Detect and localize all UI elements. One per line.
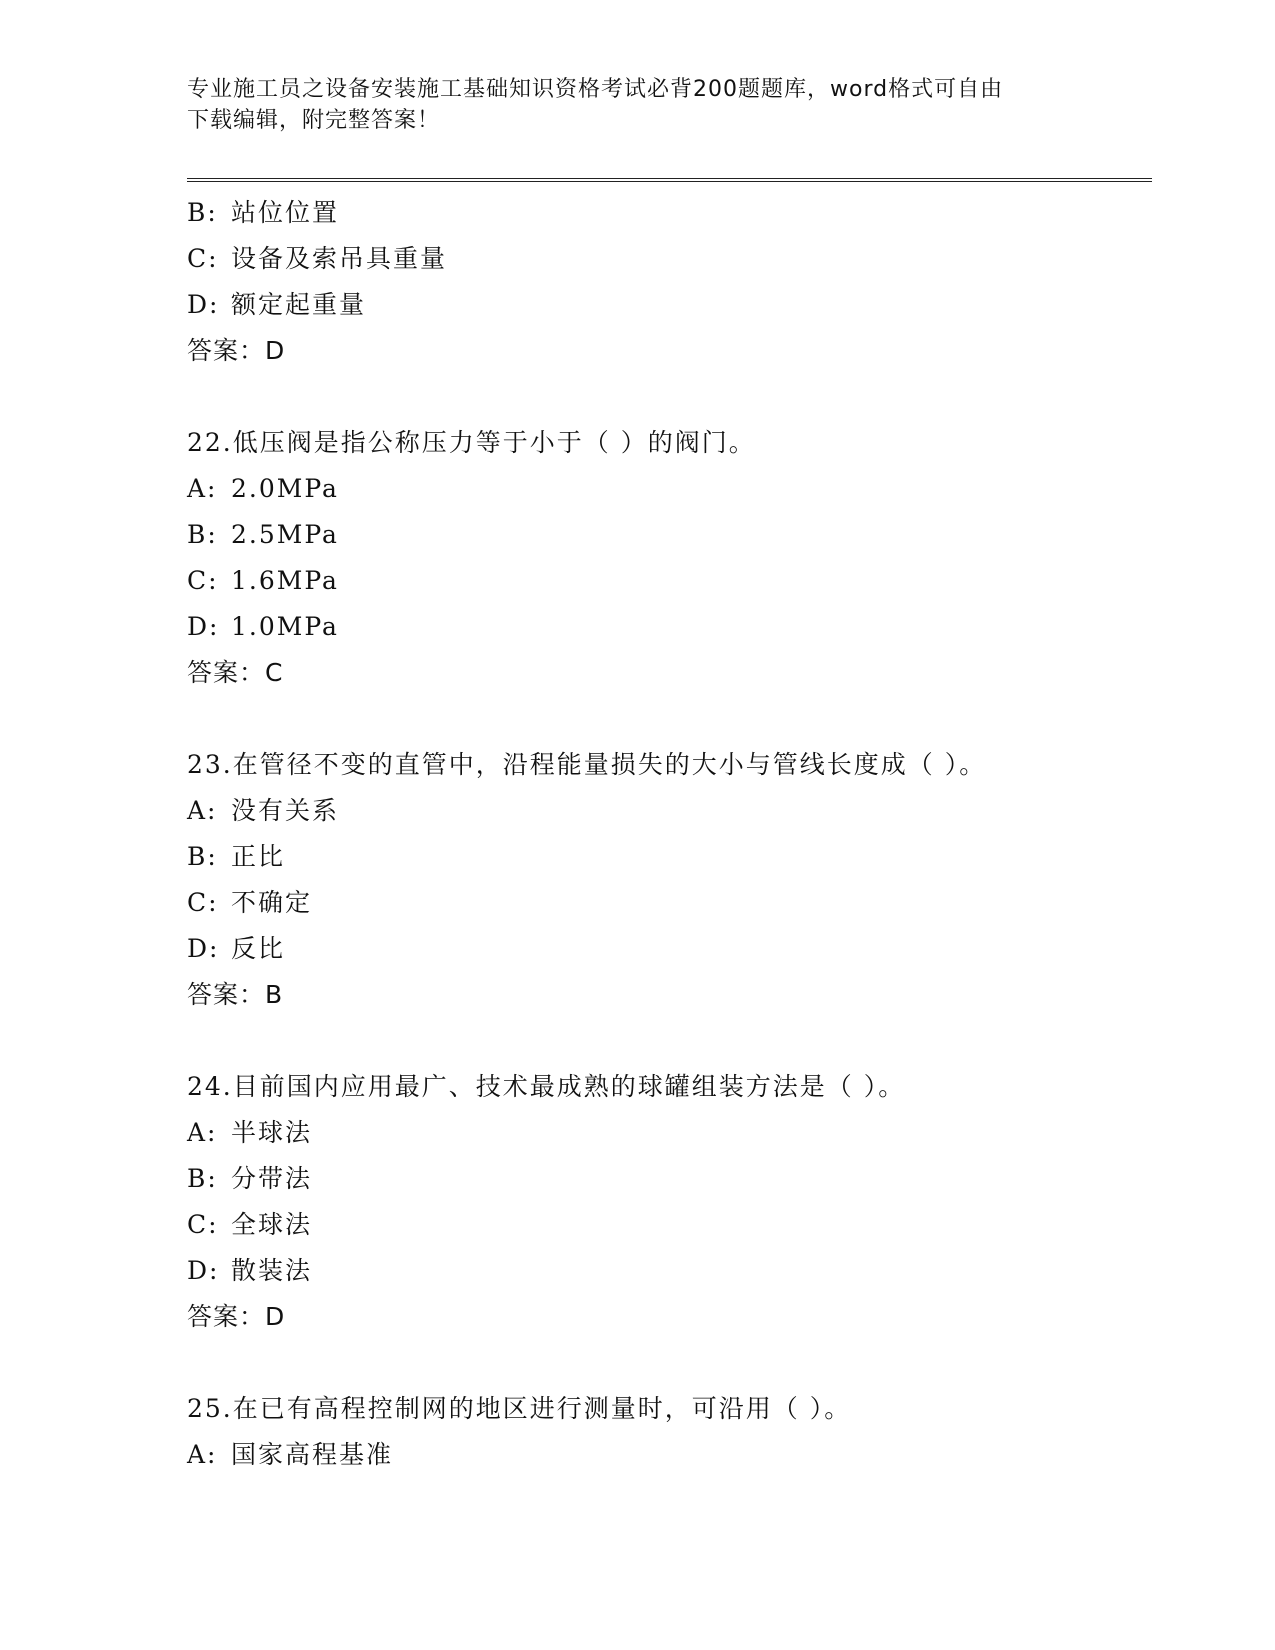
option-letter: D: [187,612,220,641]
option-letter: A: [187,1440,218,1469]
header-line-1: 专业施工员之设备安装施工基础知识资格考试必背200题题库，word格式可自由 [187,77,1004,102]
option-letter: A: [187,796,218,825]
option-text: 站位位置 [231,198,340,227]
question-continued [187,190,1152,374]
option-row [187,512,1152,558]
question-24 [187,1064,1152,1340]
option-text: 正比 [231,842,286,871]
spacer [187,696,1152,742]
option-letter: B: [187,1164,218,1193]
option-text: 全球法 [231,1210,313,1239]
option-text: 2.5MPa [231,520,339,549]
option-text: 半球法 [231,1118,313,1147]
answer-line: 答案：C [187,658,284,687]
option-row [187,880,1152,926]
spacer [187,1340,1152,1386]
option-text: 反比 [231,934,286,963]
option-letter: C: [187,566,219,595]
header-divider [187,178,1152,182]
option-row [187,604,1152,650]
question-25 [187,1386,1152,1478]
option-text: 国家高程基准 [231,1440,394,1469]
document-header [187,74,1087,136]
option-letter: C: [187,244,219,273]
option-letter: C: [187,888,219,917]
answer-line: 答案：B [187,980,284,1009]
option-letter: C: [187,1210,219,1239]
option-row [187,190,1152,236]
option-letter: A: [187,1118,218,1147]
option-text: 不确定 [231,888,313,917]
question-stem: 22.低压阀是指公称压力等于小于（ ）的阀门。 [187,428,756,457]
option-letter: D: [187,290,220,319]
option-row [187,1156,1152,1202]
option-text: 散装法 [231,1256,313,1285]
option-letter: D: [187,1256,220,1285]
option-row [187,282,1152,328]
question-23 [187,742,1152,1018]
option-letter: A: [187,474,218,503]
option-text: 1.6MPa [231,566,339,595]
header-line-2: 下载编辑，附完整答案！ [187,108,441,133]
option-row [187,1110,1152,1156]
option-row [187,834,1152,880]
option-row [187,1432,1152,1478]
option-row [187,558,1152,604]
option-text: 没有关系 [231,796,340,825]
question-stem: 24.目前国内应用最广、技术最成熟的球罐组装方法是（ ）。 [187,1072,906,1101]
answer-line: 答案：D [187,1302,286,1331]
question-list [187,190,1152,1478]
question-22 [187,420,1152,696]
question-stem: 23.在管径不变的直管中，沿程能量损失的大小与管线长度成（ ）。 [187,750,987,779]
option-letter: D: [187,934,220,963]
spacer [187,374,1152,420]
option-text: 2.0MPa [231,474,339,503]
question-stem: 25.在已有高程控制网的地区进行测量时，可沿用（ ）。 [187,1394,852,1423]
option-row [187,236,1152,282]
option-row [187,926,1152,972]
option-text: 1.0MPa [231,612,339,641]
option-text: 额定起重量 [231,290,367,319]
option-letter: B: [187,842,218,871]
option-letter: B: [187,198,218,227]
spacer [187,1018,1152,1064]
option-row [187,1202,1152,1248]
option-letter: B: [187,520,218,549]
option-row [187,466,1152,512]
option-row [187,788,1152,834]
option-text: 设备及索吊具重量 [231,244,448,273]
option-text: 分带法 [231,1164,313,1193]
option-row [187,1248,1152,1294]
answer-line: 答案：D [187,336,286,365]
